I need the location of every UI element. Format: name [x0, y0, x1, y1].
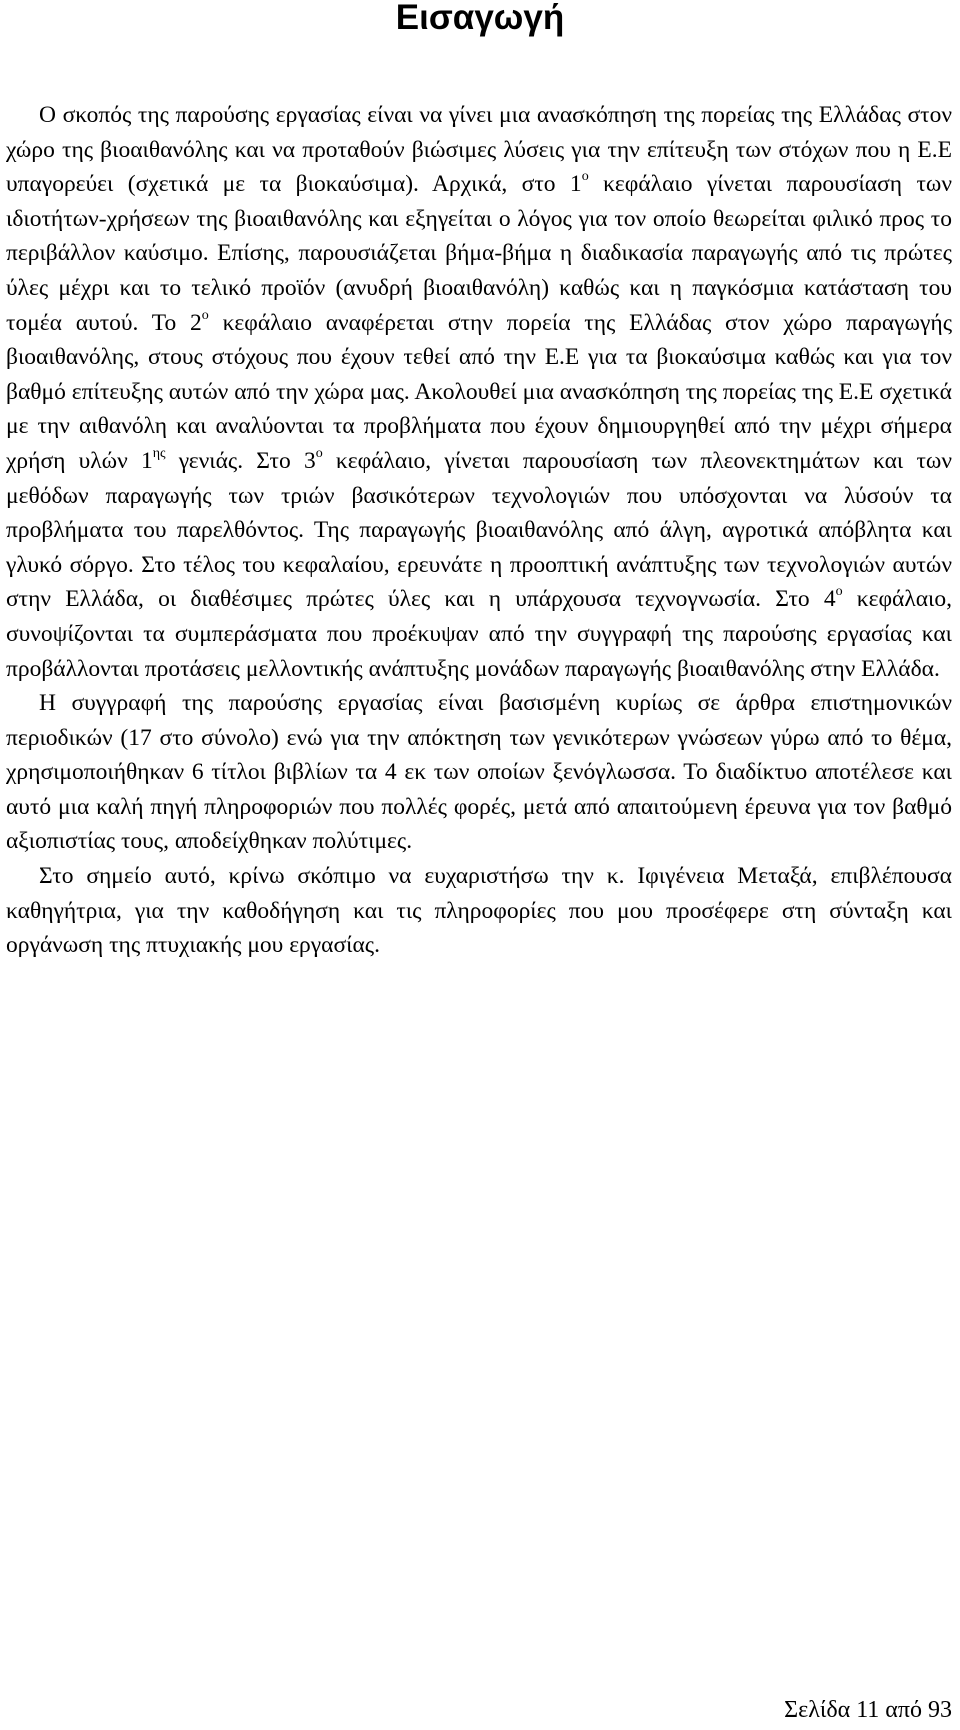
- paragraph-intro: [6, 98, 952, 686]
- superscript-ordinal: ο: [201, 307, 209, 323]
- superscript-ordinal: ο: [835, 584, 843, 600]
- page-number-footer: Σελίδα 11 από 93: [784, 1697, 952, 1723]
- paragraph-sources: Η συγγραφή της παρούσης εργασίας είναι βασισμένη κυρίως σε άρθρα επιστημονικών περιοδικών (17 στο σύνολο) ενώ για την απόκτηση των γενικότερων γνώσεων γύρω από το θέμα, χρησιμοποιήθηκαν 6 τίτλοι βιβλίων τα 4 εκ των οποίων ξενόγλωσσα. Το διαδίκτυο αποτέλεσε και αυτό μια καλή πηγή πληροφοριών που πολλές φορές, μετά από απαιτούμενη έρευνα για τον βαθμό αξιοπιστίας τους, αποδείχθηκαν πολύτιμες.: [6, 690, 952, 855]
- paragraph-intro-text-6: κεφάλαιο, συνοψίζονται τα συμπεράσματα που προέκυψαν από την συγγραφή της παρούσης εργασίας και προβάλλονται προτάσεις μελλοντικής ανάπτυξης μονάδων παραγωγής βιοαιθανόλης στην Ελλάδα.: [6, 586, 952, 682]
- superscript-ordinal: ο: [315, 445, 323, 461]
- superscript-ordinal: ο: [581, 169, 589, 185]
- document-body: [6, 98, 952, 963]
- paragraph-intro-text-5: κεφάλαιο, γίνεται παρουσίαση των πλεονεκτημάτων και των μεθόδων παραγωγής των τριών βασικότερων τεχνολογιών που υπόσχονται να λύσούν τα προβλήματα του παρελθόντος. Της παραγωγής βιοαιθανόλης από άλγη, αγροτικά απόβλητα και γλυκό σόργο. Στο τέλος του κεφαλαίου, ερευνάτε η προοπτική ανάπτυξης των τεχνολογιών αυτών στην Ελλάδα, οι διαθέσιμες πρώτες ύλες και η υπάρχουσα τεχνογνωσία. Στο 4: [6, 447, 952, 613]
- paragraph-intro-text-2: κεφάλαιο γίνεται παρουσίαση των ιδιοτήτων-χρήσεων της βιοαιθανόλης και εξηγείται ο λόγος για τον οποίο θεωρείται φιλικό προς το περιβάλλον καύσιμο. Επίσης, παρουσιάζεται βήμα-βήμα η διαδικασία παραγωγής από τις πρώτες ύλες μέχρι και το τελικό προϊόν (ανυδρή βιοαιθανόλη) καθώς και η παγκόσμια κατάσταση του τομέα αυτού. Το 2: [6, 171, 953, 336]
- paragraph-intro-text-1: Ο σκοπός της παρούσης εργασίας είναι να γίνει μια ανασκόπηση της πορείας της Ελλάδας στον χώρο της βιοαιθανόλης και να προταθούν βιώσιμες λύσεις για την επίτευξη των στόχων που η Ε.Ε υπαγορεύει (σχετικά με τα βιοκαύσιμα). Αρχικά, στο 1: [6, 102, 952, 198]
- paragraph-intro-text-4: γενιάς. Στο 3: [165, 447, 316, 474]
- superscript-ordinal: ης: [152, 445, 166, 461]
- page-title: Εισαγωγή: [395, 0, 565, 37]
- paragraph-intro-text-3: κεφάλαιο αναφέρεται στην πορεία της Ελλάδας στον χώρο παραγωγής βιοαιθανόλης, στους στόχους που έχουν τεθεί από την Ε.Ε για τα βιοκαύσιμα καθώς και για τον βαθμό επίτευξης αυτών από την χώρα μας. Ακολουθεί μια ανασκόπηση της πορείας της Ε.Ε σχετικά με την αιθανόλη και αναλύονται τα προβλήματα που έχουν δημιουργηθεί από την μέχρι σήμερα χρήση υλών 1: [6, 309, 953, 474]
- paragraph-acknowledgements: Στο σημείο αυτό, κρίνω σκόπιμο να ευχαριστήσω την κ. Ιφιγένεια Μεταξά, επιβλέπουσα καθηγήτρια, για την καθοδήγηση και τις πληροφορίες που μου προσέφερε στη σύνταξη και οργάνωση της πτυχιακής μου εργασίας.: [6, 863, 952, 959]
